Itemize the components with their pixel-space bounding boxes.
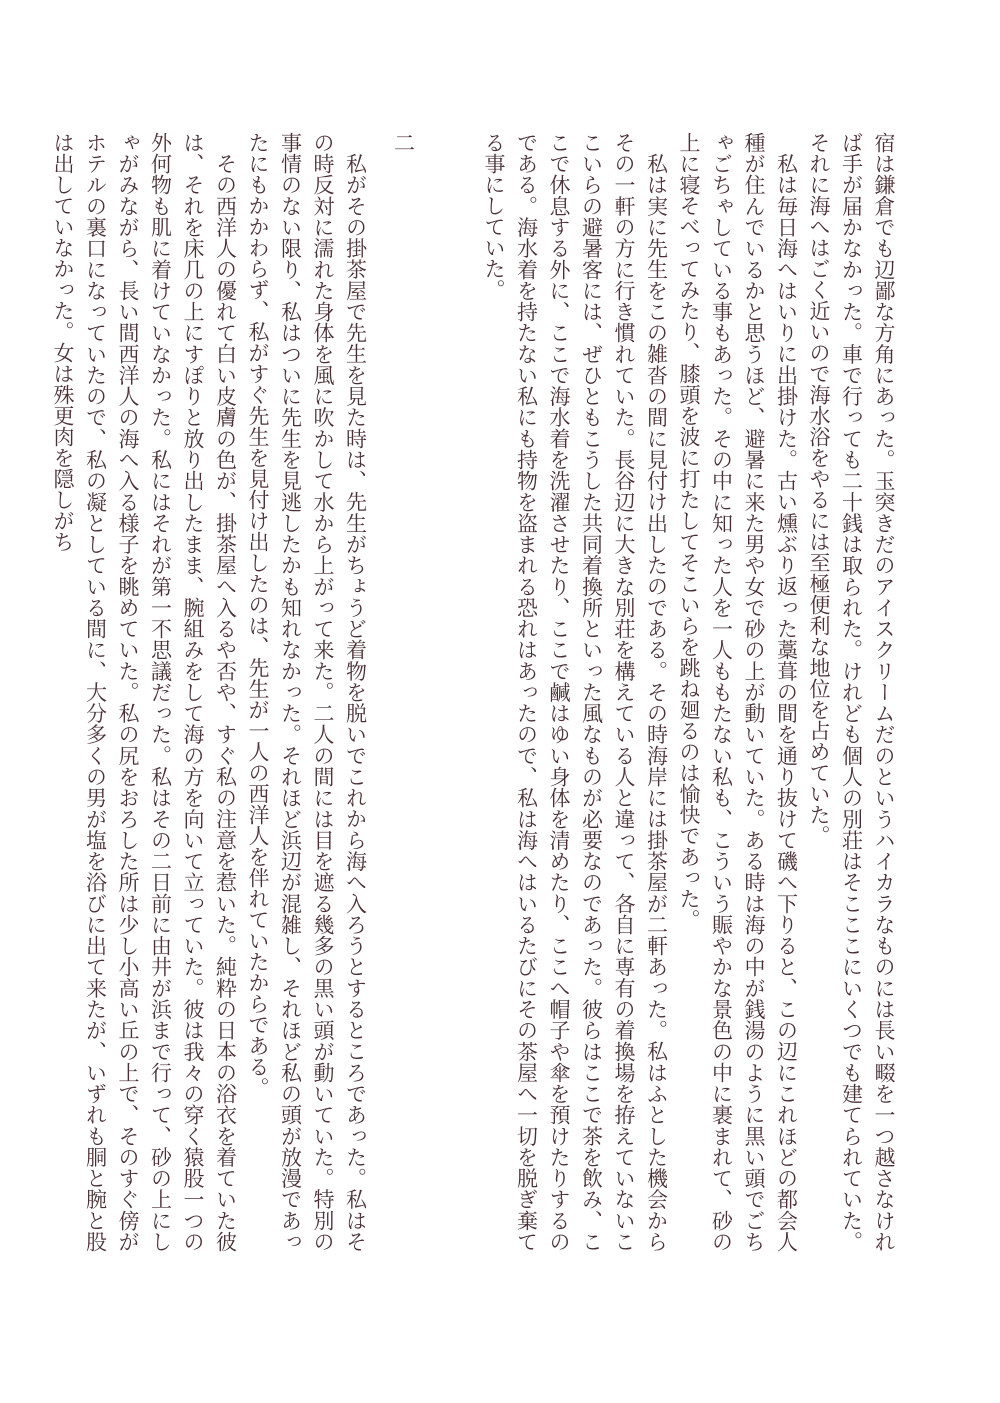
paragraph: 私は実に先生をこの雑沓の間に見付け出したのである。その時海岸には掛茶屋が二軒あった。私はふとした機会からその一軒の方に行き慣れていた。長谷辺に大きな別荘を構えている人と違って、各自に専有の着換場を拵えていないここいらの避暑客には、ぜひともこうした共同着換所といった風なものが必要なのであった。彼らはここで茶を飲み、ここで休息する外に、ここで海水着を洗濯させたり、ここで鹹はゆい身体を清めたり、ここへ帽子や傘を預けたりするのである。海水着を持たない私にも持物を盗まれる恐れはあったので、私は海へはいるたびにその茶屋へ一切を脱ぎ棄てる事にしていた。 (482, 132, 669, 1253)
paragraph: 宿は鎌倉でも辺鄙な方角にあった。玉突きだのアイスクリームだのというハイカラなものには長い畷を一つ越さなければ手が届かなかった。車で行っても二十銭は取られた。けれども個人の別荘はそこここにいくつでも建てられていた。それに海へはごく近いので海水浴をやるには至極便利な地位を占めていた。 (807, 132, 896, 1253)
vertical-text-column-block (51, 132, 900, 1253)
paragraph: 私は毎日海へはいりに出掛けた。古い燻ぶり返った藁葺の間を通り抜けて磯へ下りると、この辺にこれほどの都会人種が住んでいるかと思うほど、避暑に来た男や女で砂の上が動いていた。ある時は海の中が銭湯のように黒い頭でごちゃごちゃしている事もあった。その中に知った人を一人ももたない私も、こういう賑やかな景色の中に裹まれて、砂の上に寝そべってみたり、膝頭を波に打たしてそこいらを跳ね廻るのは愉快であった。 (677, 132, 799, 1253)
paragraph: 私がその掛茶屋で先生を見た時は、先生がちょうど着物を脱いでこれから海へ入ろうとするところであった。私はその時反対に濡れた身体を風に吹かして水から上がって来た。二人の間には目を遮る幾多の黒い頭が動いていた。特別の事情のない限り、私はついに先生を見逃したかも知れなかった。それほど浜辺が混雑し、それほど私の頭が放漫であったにもかかわらず、私がすぐ先生を見付け出したのは、先生が一人の西洋人を伴れていたからである。 (246, 132, 368, 1253)
paragraph: その西洋人の優れて白い皮膚の色が、掛茶屋へ入るや否や、すぐ私の注意を惹いた。純粋の日本の浴衣を着ていた彼は、それを床几の上にすぽりと放り出したまま、腕組みをして海の方を向いて立っていた。彼は我々の穿く猿股一つの外何物も肌に着けていなかった。私にはそれが第一不思議だった。私はその二日前に由井が浜まで行って、砂の上にしゃがみながら、長い間西洋人の海へ入る様子を眺めていた。私の尻をおろした所は少し小高い丘の上で、そのすぐ傍がホテルの裏口になっていたので、私の凝としている間に、大分多くの男が塩を浴びに出て来たが、いずれも胴と腕と股は出していなかった。女は殊更肉を隠しがち (51, 132, 238, 1253)
section-heading: 二 (391, 132, 416, 153)
